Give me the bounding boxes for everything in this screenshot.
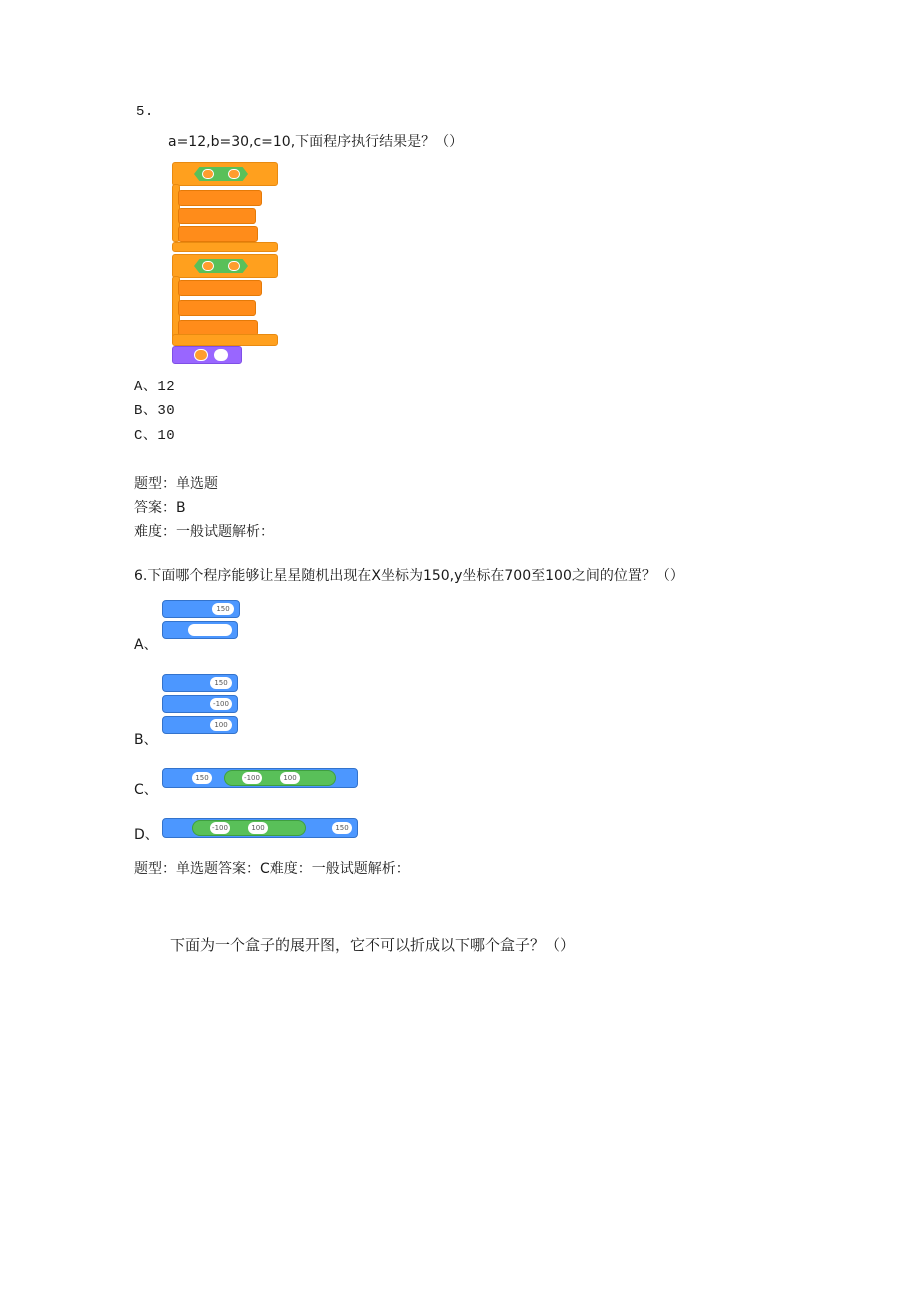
difficulty-line: 难度：一般试题解析： bbox=[134, 524, 274, 540]
option-d-label: D、 bbox=[134, 827, 159, 843]
option-b: B、30 bbox=[134, 403, 176, 419]
option-b-blocks: 150 -100 100 bbox=[160, 672, 242, 742]
option-c-label: C、 bbox=[134, 782, 158, 798]
scratch-program-image bbox=[170, 162, 280, 370]
option-a-blocks bbox=[160, 598, 242, 644]
set-block-2 bbox=[178, 208, 256, 224]
option-c-blocks: 150 -100 100 bbox=[160, 766, 360, 790]
set-block-1 bbox=[178, 190, 262, 206]
question-type: 题型：单选题 bbox=[134, 476, 218, 492]
set-block-4 bbox=[178, 280, 262, 296]
question-meta: 题型：单选题答案：C难度：一般试题解析： bbox=[134, 861, 410, 877]
question-stem: a=12,b=30,c=10,下面程序执行结果是？（） bbox=[168, 134, 464, 150]
set-block-5 bbox=[178, 300, 256, 316]
x-value-pill: 150 bbox=[212, 603, 234, 615]
option-a: A、12 bbox=[134, 379, 176, 395]
question-stem: 下面为一个盒子的展开图，它不可以折成以下哪个盒子？（） bbox=[170, 936, 576, 954]
set-block-3 bbox=[178, 226, 258, 242]
answer-line: 答案：B bbox=[134, 500, 186, 516]
option-a-label: A、 bbox=[134, 637, 158, 653]
option-d-blocks: -100 100 150 bbox=[160, 816, 360, 840]
question-number: 5. bbox=[136, 104, 154, 120]
option-c: C、10 bbox=[134, 428, 176, 444]
question-stem: 6.下面哪个程序能够让星星随机出现在X坐标为150,y坐标在700至100之间的位置？（） bbox=[134, 568, 684, 584]
option-b-label: B、 bbox=[134, 732, 158, 748]
